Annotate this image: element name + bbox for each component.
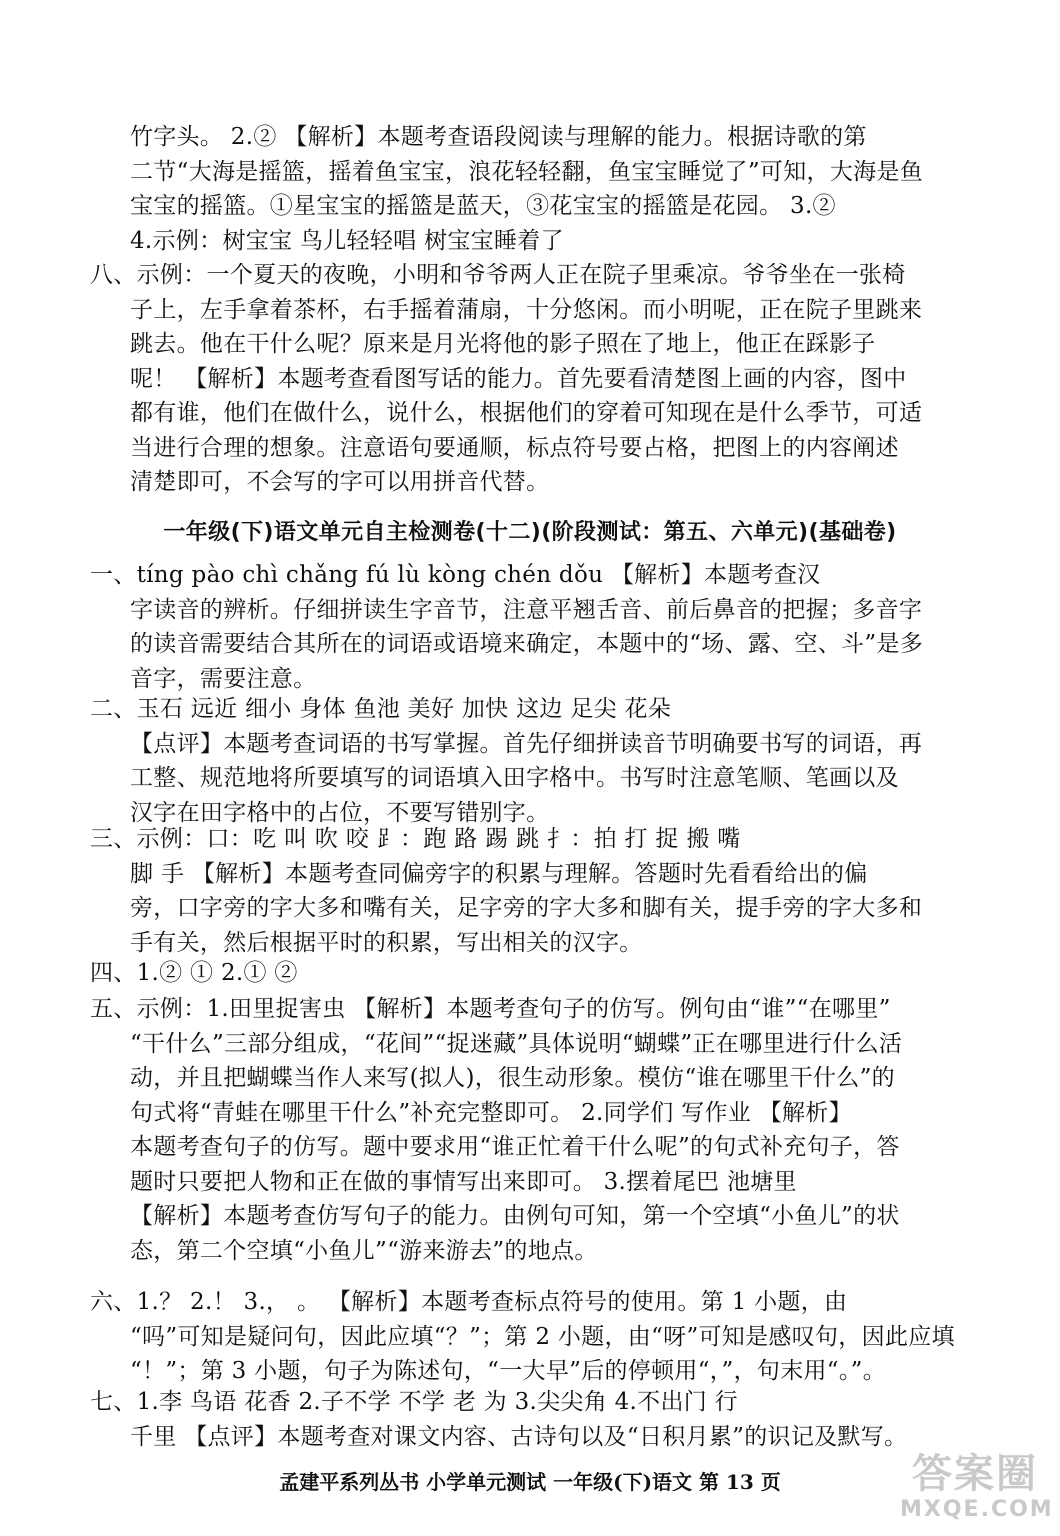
section-3 [90,822,960,960]
section-7 [90,1385,960,1454]
text-line: 手有关，然后根据平时的积累，写出相关的汉字。 [130,929,643,956]
text-line: 态，第二个空填“小鱼儿”“游来游去”的地点。 [130,1237,598,1264]
text-line: “！”；第 3 小题，句子为陈述句，“一大早”后的停顿用“，”，句末用“。”。 [130,1358,887,1384]
text-line: 旁，口字旁的字大多和嘴有关，足字旁的字大多和脚有关，提手旁的字大多和 [130,895,923,921]
text-line: 宝宝的摇篮。①星宝宝的摇篮是蓝天，③花宝宝的摇篮是花园。 3.② [130,193,836,219]
text-line: 千里 【点评】本题考查对课文内容、古诗句以及“日积月累”的识记及默写。 [130,1423,908,1450]
text-line: 脚 手 【解析】本题考查同偏旁字的积累与理解。答题时先看看给出的偏 [130,860,868,887]
text-line: 工整、规范地将所要填写的词语填入田字格中。书写时注意笔顺、笔画以及 [130,765,899,791]
text-line: 六、1.？ 2.！ 3.， 。 【解析】本题考查标点符号的使用。第 1 小题，由 [90,1289,848,1315]
section-2 [90,692,960,830]
top-continuation [90,120,1000,258]
watermark-logo [900,1450,1054,1530]
text-line: 汉字在田字格中的占位，不要写错别字。 [130,799,550,826]
section-6 [90,1285,960,1389]
watermark-text: 答案圈 [912,1451,1038,1497]
text-line: 八、示例：一个夏天的夜晚，小明和爷爷两人正在院子里乘凉。爷爷坐在一张椅 [90,262,906,288]
text-line: 二、玉石 远近 细小 身体 鱼池 美好 加快 这边 足尖 花朵 [90,696,672,722]
text-line: 题时只要把人物和正在做的事情写出来即可。 3.摆着尾巴 池塘里 [130,1168,797,1195]
page-footer: 孟建平系列丛书 小学单元测试 一年级(下)语文 第 13 页 [279,1470,781,1494]
text-line: 二节“大海是摇篮，摇着鱼宝宝，浪花轻轻翻，鱼宝宝睡觉了”可知，大海是鱼 [130,158,924,185]
question-8 [90,258,960,500]
section-1 [90,558,960,696]
text-line: 句式将“青蛙在哪里干什么”补充完整即可。 2.同学们 写作业 【解析】 [130,1099,852,1126]
text-line: 四、1.② ① 2.① ② [90,960,298,986]
text-line: 跳去。他在干什么呢？原来是月光将他的影子照在了地上，他正在踩影子 [130,331,876,357]
text-line: 的读音需要结合其所在的词语或语境来确定，本题中的“场、露、空、斗”是多 [130,631,924,657]
text-line: 4.示例：树宝宝 鸟儿轻轻唱 树宝宝睡着了 [130,227,564,254]
text-line: 七、1.李 鸟语 花香 2.子不学 不学 老 为 3.尖尖角 4.不出门 行 [90,1389,738,1415]
text-line: 音字，需要注意。 [130,665,317,692]
text-line: 呢！ 【解析】本题考查看图写话的能力。首先要看清楚图上画的内容，图中 [130,365,907,392]
section-5 [90,992,960,1268]
text-line: 清楚即可，不会写的字可以用拼音代替。 [130,469,550,495]
text-line: 竹字头。 2.② 【解析】本题考查语段阅读与理解的能力。根据诗歌的第 [130,124,867,150]
watermark-url: MXQE.COM [900,1497,1054,1522]
text-line: “吗”可知是疑问句，因此应填“？”；第 2 小题，由“呀”可知是感叹句，因此应填 [130,1323,955,1350]
text-line: 一、tíng pào chì chǎng fú lù kòng chén dǒu 【解析】本题考查汉 [90,562,821,588]
text-line: 动，并且把蝴蝶当作人来写(拟人)，很生动形象。模仿“谁在哪里干什么”的 [130,1065,895,1091]
text-line: 本题考查句子的仿写。题中要求用“谁正忙着干什么呢”的句式补充句子，答 [130,1134,900,1160]
section-4 [90,956,960,991]
text-line: 字读音的辨析。仔细拼读生字音节，注意平翘舌音、前后鼻音的把握；多音字 [130,596,923,623]
section-title: 一年级(下)语文单元自主检测卷(十二)(阶段测试：第五、六单元)(基础卷) [163,520,897,545]
text-line: 当进行合理的想象。注意语句要通顺，标点符号要占格，把图上的内容阐述 [130,434,899,461]
text-line: 五、示例：1.田里捉害虫 【解析】本题考查句子的仿写。例句由“谁”“在哪里” [90,996,891,1022]
text-line: 三、示例：口：吃 叫 吹 咬 ⻊：跑 路 踢 跳 扌：拍 打 捉 搬 嘴 [90,826,741,852]
text-line: 子上，左手拿着茶杯，右手摇着蒲扇，十分悠闲。而小明呢，正在院子里跳来 [130,296,923,323]
text-line: 【解析】本题考查仿写句子的能力。由例句可知，第一个空填“小鱼儿”的状 [130,1203,900,1229]
text-line: “干什么”三部分组成，“花间”“捉迷藏”具体说明“蝴蝶”正在哪里进行什么活 [130,1030,903,1057]
text-line: 都有谁，他们在做什么，说什么，根据他们的穿着可知现在是什么季节，可适 [130,400,923,426]
text-line: 【点评】本题考查词语的书写掌握。首先仔细拼读音节明确要书写的词语，再 [130,730,923,757]
